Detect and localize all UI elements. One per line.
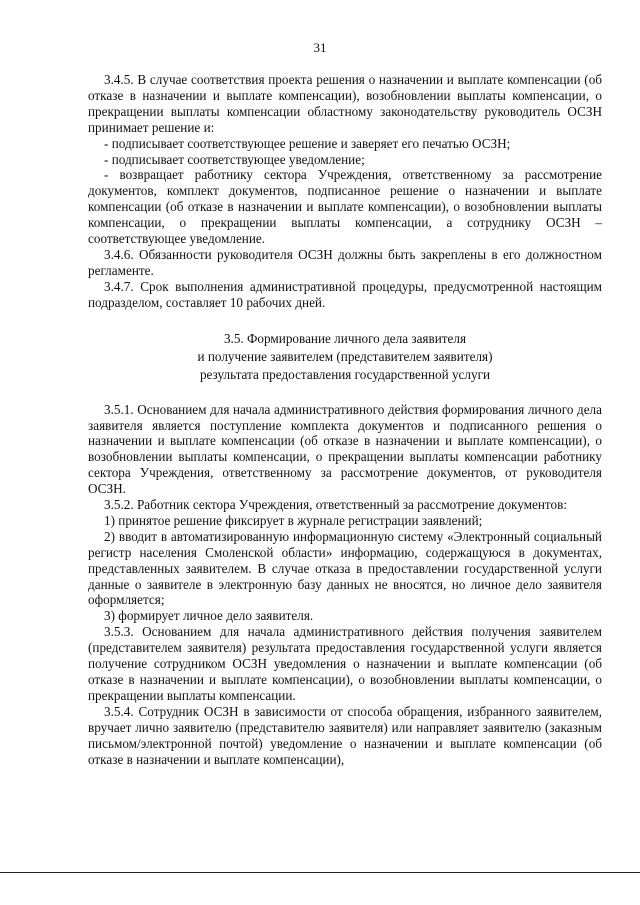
list-item-3: 3) формирует личное дело заявителя. xyxy=(104,608,314,624)
section-heading-line-3: результата предоставления государственной услуги xyxy=(199,366,491,382)
paragraph-3-4-7: 3.4.7. Срок выполнения административной процедуры, предусмотренной настоящим подразделом, составляет 10 рабочих дней. xyxy=(88,278,602,310)
paragraph-3-5-1: 3.5.1. Основанием для начала административного действия формирования личного дела заявителя является поступление комплекта документов и подписанного решения о назначении и выплате компенсации (об отказе в назначении и выплате компенсации), о возобновлении выплаты компенсации, о прекращении выплаты компенсации работнику сектора Учреждения, ответственному за рассмотрение документов, от руководителя ОСЗН. xyxy=(88,401,602,497)
paragraph-3-5-3: 3.5.3. Основанием для начала административного действия получения заявителем (представителем заявителя) результата предоставления государственной услуги является получение сотрудником ОСЗН уведомления о назначении и выплате компенсации (об отказе в назначении и выплате компенсации), о возобновлении выплаты компенсации, о прекращении выплаты компенсации. xyxy=(88,624,602,703)
page-number: 31 xyxy=(313,40,327,55)
paragraph-3-4-6: 3.4.6. Обязанности руководителя ОСЗН должны быть закреплены в его должностном регламенте. xyxy=(88,246,602,278)
bottom-rule-line xyxy=(0,872,640,873)
list-item-sign-notice: - подписывает соответствующее уведомление; xyxy=(104,151,365,167)
list-item-sign-decision: - подписывает соответствующее решение и заверяет его печатью ОСЗН; xyxy=(104,135,511,151)
document-body xyxy=(88,72,602,767)
list-item-1: 1) принятое решение фиксирует в журнале регистрации заявлений; xyxy=(104,512,483,528)
section-heading-line-1: 3.5. Формирование личного дела заявителя xyxy=(223,330,467,346)
paragraph-3-4-5: 3.4.5. В случае соответствия проекта решения о назначении и выплате компенсации (об отказе в назначении и выплате компенсации), возобновлении выплаты компенсации, о прекращении выплаты компенсации областному законодательству руководитель ОСЗН принимает решение и: xyxy=(88,72,602,135)
list-item-return-documents: - возвращает работнику сектора Учреждения, ответственному за рассмотрение документов, комплект документов, подписанное решение о назначении и выплате компенсации (об отказе в назначении и выплате компенсации), о возобновлении выплаты компенсации, о прекращении выплаты компенсации, а сотруднику ОСЗН – соответствующее уведомление. xyxy=(88,167,602,247)
paragraph-3-5-4: 3.5.4. Сотрудник ОСЗН в зависимости от способа обращения, избранного заявителем, вручает лично заявителю (представителю заявителя) или направляет заявителю (заказным письмом/электронной почтой) уведомление о назначении и выплате компенсации (об отказе в назначении и выплате компенсации), xyxy=(88,703,602,767)
section-heading-line-2: и получение заявителем (представителем заявителя) xyxy=(197,348,493,364)
list-item-2: 2) вводит в автоматизированную информационную систему «Электронный социальный регистр населения Смоленской области» информацию, содержащуюся в документах, представленных заявителем. В случае отказа в предоставлении государственной услуги данные о заявителе в электронную базу данных не вносятся, но личное дело заявителя оформляется; xyxy=(88,528,602,608)
paragraph-3-5-2: 3.5.2. Работник сектора Учреждения, ответственный за рассмотрение документов: xyxy=(104,497,568,513)
section-heading-3-5 xyxy=(88,330,602,384)
